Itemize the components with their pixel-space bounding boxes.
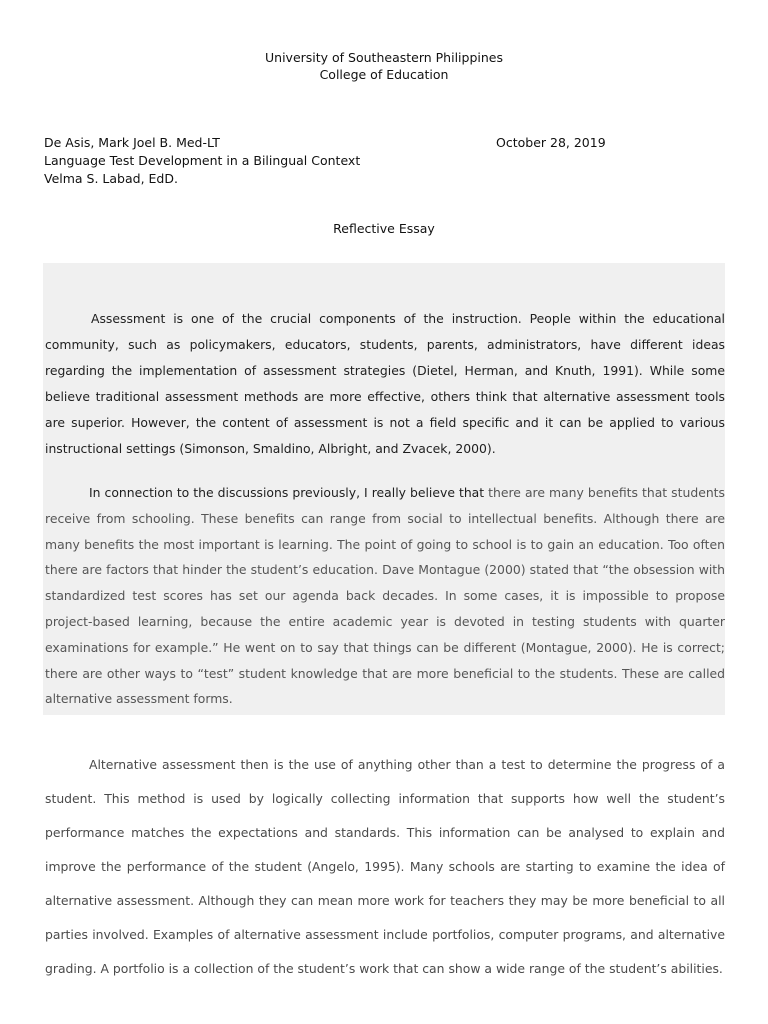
author-line: De Asis, Mark Joel B. Med-LT — [44, 135, 220, 150]
paragraph-3-text: Alternative assessment then is the use of anything other than a test to determine the progress of a student. This method is used by logically collecting information that supports how well the student’s performance matches the expectations and standards. This information can be analysed to explain and improve the performance of the student (Angelo, 1995). Many schools are starting to examine the idea of alternative assessment. Although they can mean more work for teachers they may be more beneficial to all parties involved. Examples of alternative assessment include portfolios, computer programs, and alternative grading. A portfolio is a collection of the student’s work that can show a wide range of the student’s abilities. — [45, 757, 725, 976]
essay-title: Reflective Essay — [333, 221, 435, 236]
date-line: October 28, 2019 — [496, 135, 606, 150]
instructor-line: Velma S. Labad, EdD. — [44, 171, 178, 186]
university-name: University of Southeastern Philippines — [265, 50, 503, 65]
course-line: Language Test Development in a Bilingual Context — [44, 153, 361, 168]
paragraph-3 — [45, 748, 725, 986]
paragraph-2 — [45, 480, 725, 712]
paragraph-1 — [45, 306, 725, 462]
paragraph-1-text: Assessment is one of the crucial components of the instruction. People within the educational community, such as policymakers, educators, students, parents, administrators, have different ideas regarding the implementation of assessment strategies (Dietel, Herman, and Knuth, 1991). While some believe traditional assessment methods are more effective, others think that alternative assessment tools are superior. However, the content of assessment is not a field specific and it can be applied to various instructional settings (Simonson, Smaldino, Albright, and Zvacek, 2000). — [45, 311, 725, 456]
paragraph-2-text: there are many benefits that students receive from schooling. These benefits can range from social to intellectual benefits. Although there are many benefits the most important is learning. The point of going to school is to gain an education. Too often there are factors that hinder the student’s education. Dave Montague (2000) stated that “the obsession with standardized test scores has set our agenda back decades. In some cases, it is impossible to propose project-based learning, because the entire academic year is devoted in testing students with quarter examinations for example.” He went on to say that things can be different (Montague, 2000). He is correct; there are other ways to “test” student knowledge that are more beneficial to the students. These are called alternative assessment forms. — [45, 485, 725, 707]
paragraph-2-lead: In connection to the discussions previously, I really believe that — [89, 485, 485, 500]
college-name: College of Education — [319, 67, 449, 82]
